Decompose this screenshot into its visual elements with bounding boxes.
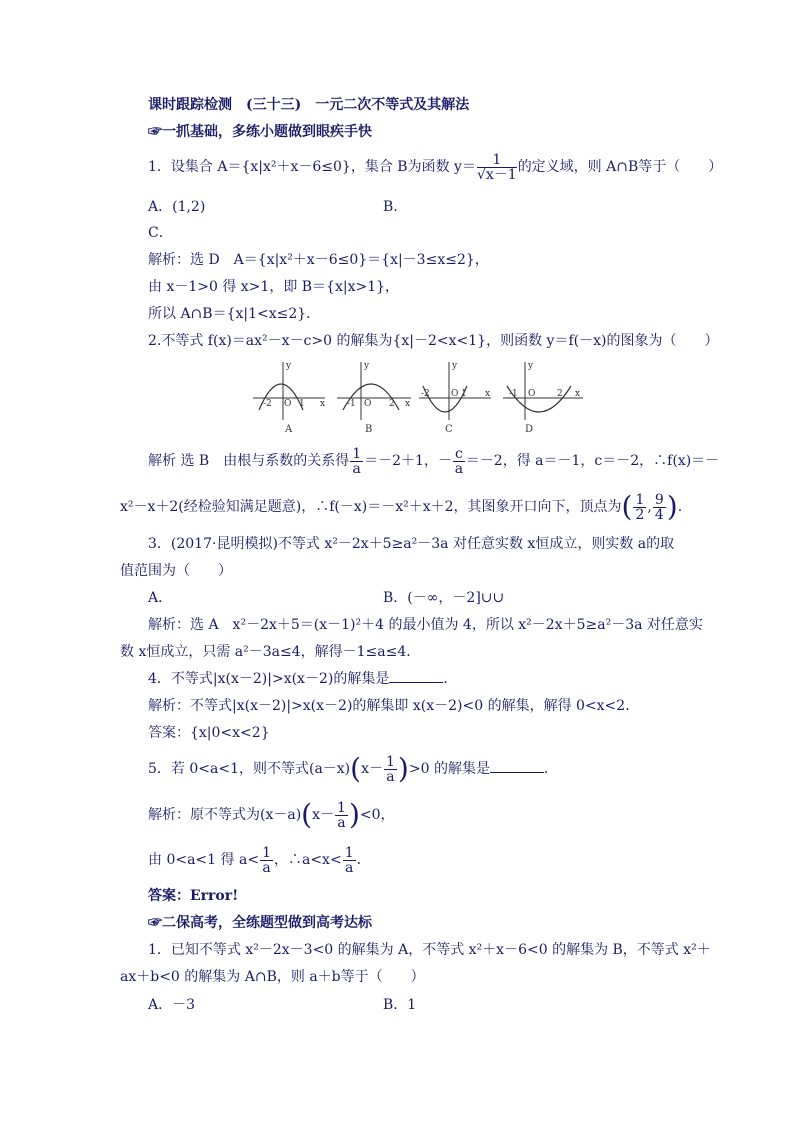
q1-frac-den: √x－1 (476, 166, 517, 183)
q1-option-b: B． (383, 199, 408, 215)
q2-graph-d-t1: -1 (509, 389, 518, 399)
q4-solution: 解析：不等式|x(x－2)|>x(x－2)的解集即 x(x－2)<0 的解集，解得 0<x<2． (148, 698, 640, 714)
q4-stem-b: ． (443, 671, 458, 687)
q2-graph-label-c: C (445, 424, 453, 435)
q2-graph-b-o: O (364, 399, 372, 409)
q4-answer-blank (389, 670, 443, 683)
q5-sol-a: 解析：原不等式为(x－a) (148, 807, 302, 823)
q2-frac-1-den: a (352, 460, 361, 477)
q2-vertex-x (633, 493, 646, 522)
q5-sol-b: <0， (359, 807, 395, 823)
q2-frac-1 (350, 447, 363, 476)
q2-graph-a-t2: 1 (299, 399, 305, 409)
q2-frac-2-den: a (454, 460, 464, 477)
q1-frac-num: 1 (477, 153, 517, 168)
q1-stem-a: 1．设集合 A＝{x|x²＋x－6≤0}，集合 B为函数 y＝ (148, 159, 476, 175)
q3-solution-1: 解析：选 A x²－2x＋5＝(x－1)²＋4 的最小值为 4，所以 x²－2x＋5≥a²－3a 对任意实 (148, 617, 703, 633)
q2-vertex-y-den: 4 (654, 506, 664, 523)
q2-sol2-a: x²－x＋2(经检验知满足题意)，∴f(－x)＝－x²＋x＋2，其图象开口向下，顶点为 (120, 499, 622, 515)
q1-option-a: A．(1,2) (148, 199, 206, 215)
q2-graph-a-t1: -2 (263, 399, 272, 409)
q2-frac-1-num: 1 (352, 445, 362, 462)
q5-stem-b: >0 的解集是 (408, 761, 490, 777)
q1-option-c: C． (148, 225, 173, 241)
q2-graph-b-t2: 2 (389, 399, 395, 409)
q2-solution-1 (148, 444, 719, 478)
q2-frac-2 (453, 447, 465, 476)
q5-stem-in: x－ (361, 761, 383, 777)
q5-sol2-frac-2-den: a (344, 859, 354, 876)
q5-stem: 5．若 0<a<1，则不等式(a－x)(x－ $\frac{1}{a}$ )>0 的解集是 ． (148, 752, 558, 785)
q2-graph-c-t1: -2 (421, 389, 430, 399)
q5-sol2-frac-1-den: a (262, 859, 271, 876)
q5-sol2-frac-2-num: 1 (344, 844, 354, 861)
q4-answer: 答案：{x|0<x<2} (148, 725, 270, 741)
q5-sol2-frac-1 (260, 846, 273, 875)
page-title: 课时跟踪检测 (三十三) 一元二次不等式及其解法 (148, 97, 470, 113)
q2-graph-b-y: y (364, 361, 370, 371)
q2-graph-b-x: x (405, 399, 411, 409)
q5-solution-2 (148, 843, 371, 877)
q3-stem-2: 值范围为（ ） (120, 563, 232, 579)
q4-stem-a: 4．不等式|x(x－2)|>x(x－2)的解集是 (148, 671, 390, 687)
q2-graph-a-y: y (286, 361, 292, 371)
q2-graph-c-t2: 1 (461, 389, 467, 399)
q5-frac (384, 755, 397, 784)
q2-graph-label-d: D (525, 424, 534, 435)
section-heading-2: ☞二保高考，全练题型做到高考达标 (148, 915, 372, 931)
q5-sol2-frac-2 (343, 846, 356, 875)
q1-fraction (477, 153, 517, 182)
q2-vertex-x-den: 2 (635, 506, 645, 523)
q2-graph-label-a: A (285, 424, 293, 435)
q2-graph-c-o: O (451, 389, 459, 399)
p1-option-a: A．－3 (148, 997, 196, 1013)
q2-graph-c-x: x (485, 389, 491, 399)
q1-stem-b: 的定义域，则 A∩B等于（ ） (517, 159, 723, 175)
q2-graph-d-t2: 2 (557, 389, 563, 399)
q5-frac-num: 1 (386, 753, 395, 770)
q1-solution-1: 解析：选 D A＝{x|x²＋x－6≤0}＝{x|－3≤x≤2}， (148, 252, 489, 268)
q1-solution-2: 由 x－1>0 得 x>1，即 B＝{x|x>1}， (148, 279, 400, 295)
p1-option-b: B．1 (383, 997, 417, 1013)
q2-stem: 2.不等式 f(x)＝ax²－x－c>0 的解集为{x|－2<x<1}，则函数 y＝f(－x)的图象为（ ） (148, 333, 719, 349)
q5-sol2-frac-1-num: 1 (262, 844, 271, 861)
p1-stem-1: 1．已知不等式 x²－2x－3<0 的解集为 A，不等式 x²＋x－6<0 的解集为 B，不等式 x²＋ (148, 942, 711, 958)
q3-option-b: B．(－∞，－2]∪∪ (383, 590, 505, 606)
q4-stem (148, 670, 457, 688)
q3-stem-1: 3．(2017·昆明模拟)不等式 x²－2x＋5≥a²－3a 对任意实数 x恒成立，则实数 a的取 (148, 536, 675, 552)
q2-sol2-end: . (677, 499, 683, 515)
q5-sol-in: x－ (312, 807, 335, 823)
q5-sol2-c: ． (356, 852, 371, 868)
q2-graph-label-b: B (365, 424, 373, 435)
q2-graph-d-x: x (575, 389, 581, 399)
q2-sol-c: ＝－2，得 a＝－1，c＝－2，∴f(x)＝－ (465, 453, 720, 469)
q2-graph-d-o: O (528, 389, 536, 399)
p1-stem-2: ax＋b<0 的解集为 A∩B，则 a＋b等于（ ） (120, 969, 425, 985)
q2-graphs-svg (253, 358, 593, 436)
q3-solution-2: 数 x恒成立，只需 a²－3a≤4，解得－1≤a≤4． (120, 644, 421, 660)
q5-frac-den: a (386, 768, 395, 785)
q3-option-a: A． (148, 590, 173, 606)
q5-solution-1: 解析：原不等式为(x－a)(x－ $\frac{1}{a}$ )<0， (148, 798, 395, 831)
q2-frac-2-num: c (454, 445, 463, 462)
q2-graph-b-t1: -1 (347, 399, 356, 409)
q5-sol-frac-num: 1 (337, 799, 346, 816)
q2-graph-a-x: x (320, 399, 326, 409)
q2-solution-2: x²－x＋2(经检验知满足题意)，∴f(－x)＝－x²＋x＋2，其图象开口向下，顶点为( $\frac{1}{2}$ , $\frac{9}{4}$ ). (120, 490, 683, 523)
q5-stem-a: 5．若 0<a<1，则不等式(a－x) (148, 761, 351, 777)
q2-graph-a-o: O (284, 399, 292, 409)
section-heading-1: ☞一抓基础，多练小题做到眼疾手快 (148, 124, 372, 140)
q2-sol-a: 解析 选 B 由根与系数的关系得 (148, 453, 350, 469)
q1-stem (148, 150, 722, 184)
q5-sol-frac-den: a (337, 814, 346, 831)
q2-vertex-y-num: 9 (654, 491, 664, 508)
q5-sol2-a: 由 0<a<1 得 a< (148, 852, 260, 868)
q5-answer: 答案：Error! (148, 888, 239, 904)
q2-vertex-y (653, 493, 666, 522)
q1-solution-3: 所以 A∩B＝{x|1<x≤2}． (148, 306, 321, 322)
q2-vertex-x-num: 1 (635, 491, 645, 508)
q5-answer-blank (490, 760, 544, 773)
q2-sol-b: ＝－2＋1，－ (364, 453, 452, 469)
q5-stem-c: ． (543, 761, 558, 777)
q2-graph-c-y: y (452, 361, 458, 371)
q2-graph-d-y: y (528, 361, 534, 371)
q2-graph-options (253, 358, 593, 440)
q5-sol2-b: ，∴a<x< (273, 852, 342, 868)
q5-sol-frac (335, 801, 348, 830)
